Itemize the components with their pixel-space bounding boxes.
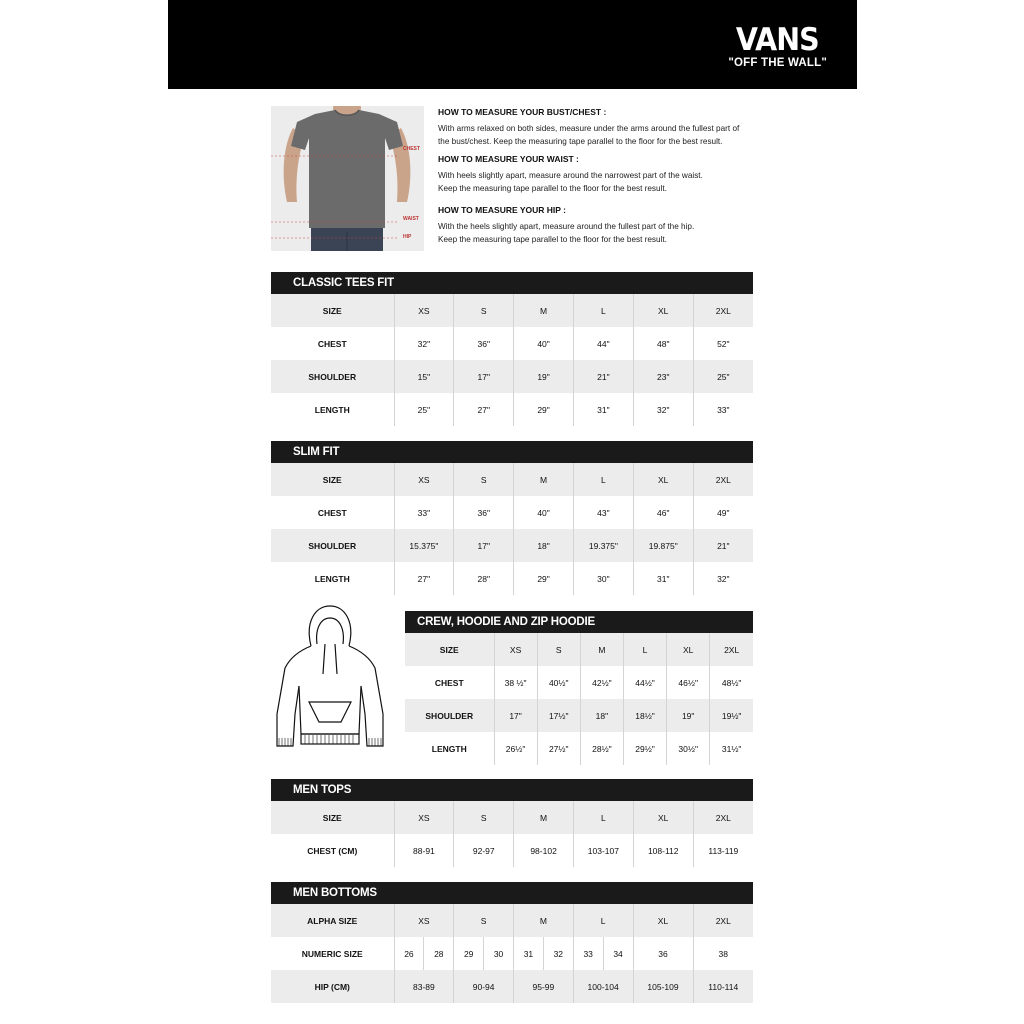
table-cell: 95-99 [514,970,574,1003]
table-cell: 25" [394,393,454,426]
table-cell: M [514,801,574,834]
size-table [271,801,753,867]
table-cell: 36 [633,937,693,970]
table-cell: 32 [543,937,573,970]
row-label: CHEST (CM) [271,834,394,867]
table-cell: 44" [573,327,633,360]
table-cell: 88-91 [394,834,454,867]
table-cell: 2XL [693,463,753,496]
table-cell: XL [633,801,693,834]
table-cell: 28 [424,937,454,970]
section-title: SLIM FIT [271,441,753,463]
instruction-line: With arms relaxed on both sides, measure under the arms around the fullest part of [438,124,740,133]
table-cell: 33" [693,393,753,426]
table-cell: 28" [454,562,514,595]
table-row [405,666,753,699]
table-cell: 43" [573,496,633,529]
table-cell: 103-107 [573,834,633,867]
table-cell: XS [494,633,537,666]
table-cell: 31 [514,937,544,970]
table-cell: 2XL [693,801,753,834]
table-cell: 25" [693,360,753,393]
table-cell: 30½" [667,732,710,765]
table-cell: S [454,904,514,937]
slim-fit-section [271,441,753,595]
table-row [405,699,753,732]
table-cell: 18" [580,699,623,732]
table-cell: L [573,801,633,834]
table-cell: 27" [394,562,454,595]
table-cell: 19" [667,699,710,732]
logo-wordmark: VANS [736,22,820,58]
table-row [271,393,753,426]
row-label: SHOULDER [405,699,494,732]
table-cell: L [573,904,633,937]
table-cell: 38 [693,937,753,970]
table-cell: 36" [454,327,514,360]
section-title: CREW, HOODIE AND ZIP HOODIE [405,611,753,633]
table-cell: 108-112 [633,834,693,867]
table-cell: M [514,463,574,496]
table-row [271,970,753,1003]
table-cell: 44½" [623,666,666,699]
table-cell: 29" [514,562,574,595]
table-row [271,496,753,529]
table-cell: 31½" [710,732,753,765]
table-cell: 90-94 [454,970,514,1003]
table-cell: S [454,463,514,496]
table-cell: 23" [633,360,693,393]
row-label: SIZE [271,294,394,327]
table-cell: 48" [633,327,693,360]
table-cell: XL [633,904,693,937]
table-cell: 2XL [693,904,753,937]
measurement-figure [271,106,424,251]
table-cell: XL [633,294,693,327]
table-cell: 40" [514,327,574,360]
table-row [271,360,753,393]
size-table [271,294,753,426]
table-cell: 28½" [580,732,623,765]
table-row [271,327,753,360]
table-cell: XS [394,801,454,834]
table-cell: M [580,633,623,666]
table-row [271,937,753,970]
table-cell: S [454,801,514,834]
table-cell: 38 ½" [494,666,537,699]
table-cell: 15.375" [394,529,454,562]
header-row [271,294,753,327]
table-row [271,834,753,867]
table-cell: 30 [484,937,514,970]
table-row [271,904,753,937]
table-cell: 40" [514,496,574,529]
table-cell: 19" [514,360,574,393]
table-cell: 42½" [580,666,623,699]
table-cell: L [623,633,666,666]
hoodie-icon [271,604,389,764]
table-row [271,562,753,595]
table-cell: 21" [573,360,633,393]
table-cell: 29" [514,393,574,426]
table-cell: M [514,904,574,937]
header-row [271,463,753,496]
bottoms-table [271,904,753,1003]
table-cell: 105-109 [633,970,693,1003]
table-cell: 33 [573,937,603,970]
table-cell: 27½" [537,732,580,765]
row-label: SIZE [405,633,494,666]
table-cell: 17" [494,699,537,732]
men-bottoms-section [271,882,753,1003]
row-label: NUMERIC SIZE [271,937,394,970]
table-cell: L [573,463,633,496]
table-cell: S [537,633,580,666]
instruction-title: HOW TO MEASURE YOUR BUST/CHEST : [438,107,607,117]
men-tops-section [271,779,753,867]
table-cell: 36" [454,496,514,529]
table-cell: XS [394,463,454,496]
table-cell: 100-104 [573,970,633,1003]
header-row [405,633,753,666]
header-row [271,801,753,834]
instruction-line: the bust/chest. Keep the measuring tape parallel to the floor for the best result. [438,137,723,146]
table-cell: 92-97 [454,834,514,867]
table-cell: 32" [394,327,454,360]
waist-label: WAIST [403,216,419,222]
table-cell: 110-114 [693,970,753,1003]
table-cell: 21" [693,529,753,562]
table-cell: XS [394,904,454,937]
table-cell: 48½" [710,666,753,699]
instruction-waist [438,154,768,195]
row-label: SIZE [271,801,394,834]
row-label: SHOULDER [271,529,394,562]
table-cell: 26 [394,937,424,970]
table-cell: 113-119 [693,834,753,867]
table-cell: 26½" [494,732,537,765]
table-cell: 32" [633,393,693,426]
row-label: ALPHA SIZE [271,904,394,937]
table-cell: S [454,294,514,327]
classic-tees-section [271,272,753,426]
table-cell: 17½" [537,699,580,732]
table-cell: XS [394,294,454,327]
table-cell: 15" [394,360,454,393]
instruction-line: With heels slightly apart, measure around the narrowest part of the waist. [438,171,703,180]
table-cell: 30" [573,562,633,595]
table-cell: 52" [693,327,753,360]
table-cell: 27" [454,393,514,426]
instruction-line: Keep the measuring tape parallel to the floor for the best result. [438,184,667,193]
row-label: CHEST [271,327,394,360]
table-cell: 49" [693,496,753,529]
chest-label: CHEST [403,146,420,152]
table-cell: 34 [603,937,633,970]
table-cell: L [573,294,633,327]
table-cell: 83-89 [394,970,454,1003]
instruction-title: HOW TO MEASURE YOUR WAIST : [438,154,579,164]
instruction-line: With the heels slightly apart, measure around the fullest part of the hip. [438,222,695,231]
table-cell: 19.375" [573,529,633,562]
row-label: LENGTH [405,732,494,765]
vans-logo [728,24,827,70]
table-cell: 2XL [693,294,753,327]
table-cell: 17" [454,529,514,562]
table-cell: 32" [693,562,753,595]
section-title: CLASSIC TEES FIT [271,272,753,294]
row-label: LENGTH [271,562,394,595]
brand-header [168,0,857,89]
table-cell: 46" [633,496,693,529]
hoodie-section [405,611,753,765]
table-cell: 18" [514,529,574,562]
table-row [271,529,753,562]
table-cell: XL [633,463,693,496]
table-cell: 19½" [710,699,753,732]
logo-tagline: "OFF THE WALL" [728,57,827,69]
table-cell: 29 [454,937,484,970]
instruction-title: HOW TO MEASURE YOUR HIP : [438,205,566,215]
table-cell: M [514,294,574,327]
table-cell: 18½" [623,699,666,732]
row-label: SHOULDER [271,360,394,393]
table-cell: 29½" [623,732,666,765]
table-cell: 40½" [537,666,580,699]
row-label: CHEST [405,666,494,699]
size-table [271,463,753,595]
table-cell: 98-102 [514,834,574,867]
size-table [405,633,753,765]
instruction-line: Keep the measuring tape parallel to the floor for the best result. [438,235,667,244]
measurement-instructions [438,107,768,252]
tshirt-model-illustration [271,106,424,251]
table-cell: XL [667,633,710,666]
table-cell: 17" [454,360,514,393]
table-cell: 46½" [667,666,710,699]
table-cell: 31" [633,562,693,595]
hip-label: HIP [403,234,412,240]
table-cell: 19.875" [633,529,693,562]
row-label: CHEST [271,496,394,529]
section-title: MEN BOTTOMS [271,882,753,904]
row-label: HIP (CM) [271,970,394,1003]
table-cell: 31" [573,393,633,426]
instruction-hip [438,205,768,246]
table-row [405,732,753,765]
table-cell: 2XL [710,633,753,666]
instruction-chest [438,107,768,148]
row-label: SIZE [271,463,394,496]
row-label: LENGTH [271,393,394,426]
section-title: MEN TOPS [271,779,753,801]
table-cell: 33" [394,496,454,529]
